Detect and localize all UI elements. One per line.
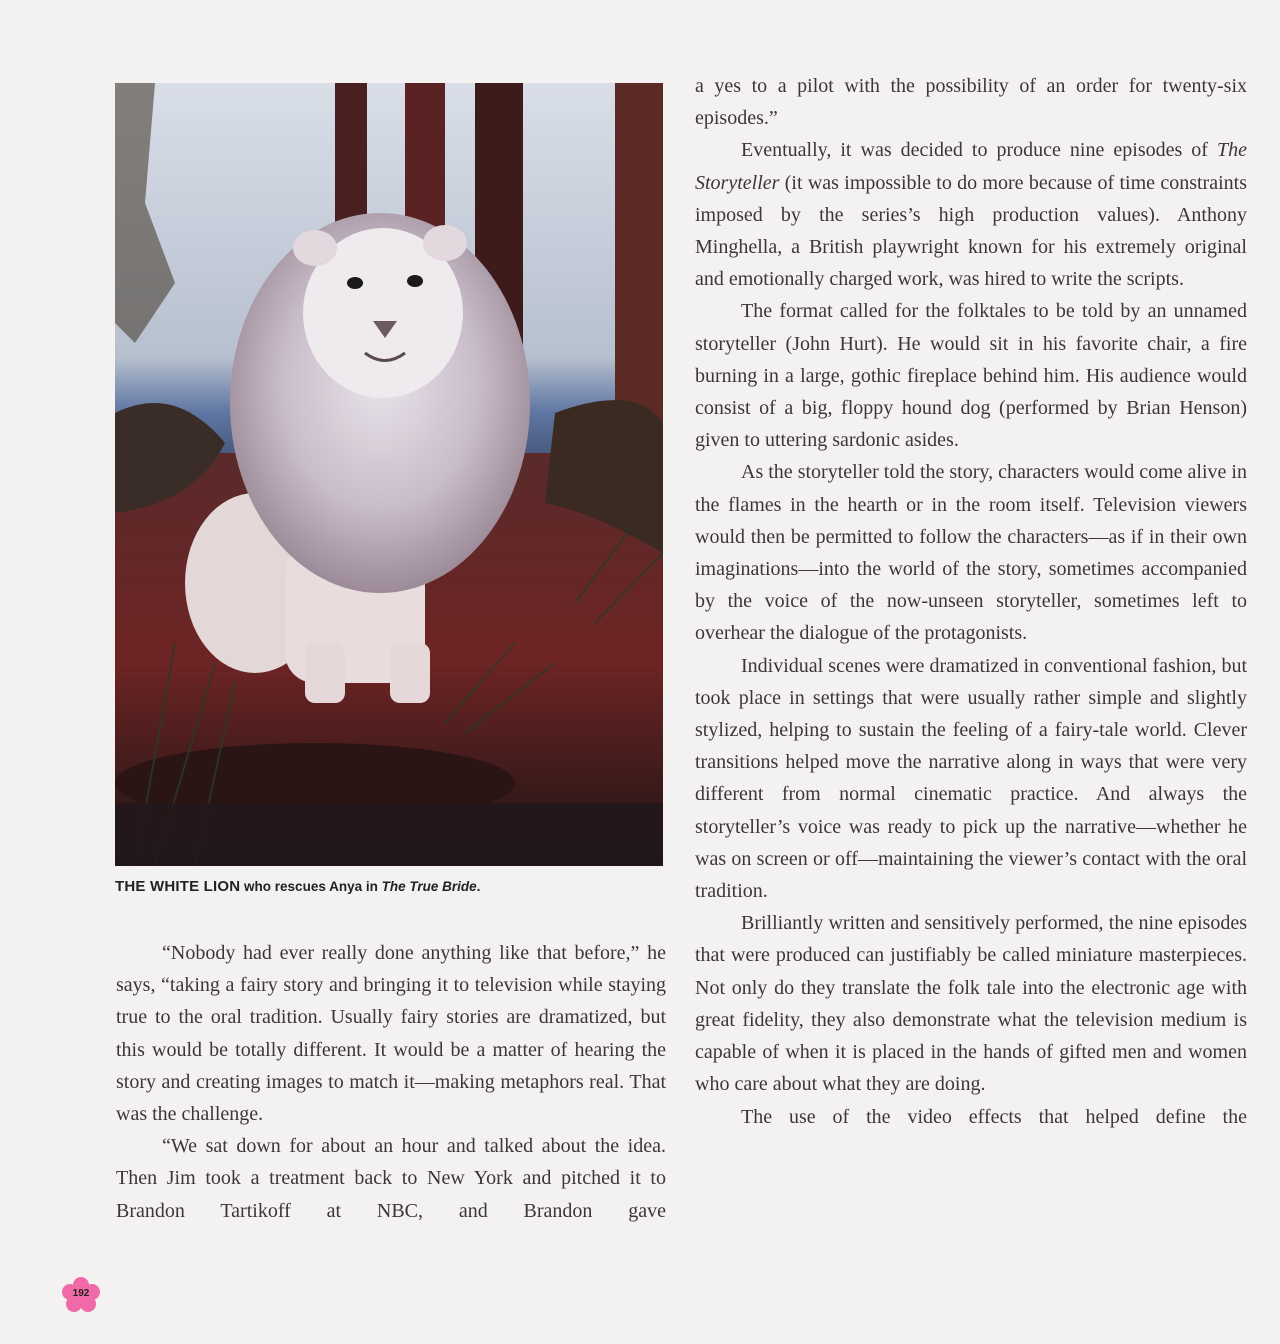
left-paragraph-1: “Nobody had ever really done anything like that before,” he says, “taking a fairy story and bringing it to television while staying true to the oral tradition. Usually fairy stories are dramatized, but this would be totally different. It would be a matter of hearing the story and creating images to match it—making metaphors real. That was the challenge. [116, 942, 666, 1126]
white-lion-photo [115, 83, 663, 866]
left-paragraph-2: “We sat down for about an hour and talked about the idea. Then Jim took a treatment back to New York and pitched it to Brandon Tartikoff at NBC, and Brandon gave [116, 1135, 666, 1222]
white-lion-illustration [115, 83, 663, 866]
page-number-badge [61, 1277, 101, 1313]
photo-caption [115, 878, 675, 895]
right-column [695, 70, 1247, 1133]
caption-text: who rescues Anya in [240, 879, 382, 894]
right-paragraph-2: The format called for the folktales to be told by an unnamed storyteller (John Hurt). He would sit in his favorite chair, a fire burning in a large, gothic fireplace behind him. His audience would consist of a big, floppy hound dog (performed by Brian Henson) given to uttering sardonic asides. [695, 300, 1247, 452]
caption-end: . [476, 879, 481, 894]
page-number: 192 [72, 1288, 90, 1299]
right-paragraph-4: Individual scenes were dramatized in conventional fashion, but took place in settings that were usually rather simple and slightly stylized, helping to sustain the feeling of a fairy-tale world. Clever transitions helped move the narrative along in ways that were very different from normal cinematic practice. And always the storyteller’s voice was ready to pick up the narrative—whether he was on screen or off—maintaining the viewer’s contact with the oral tradition. [695, 654, 1247, 903]
caption-title: The True Bride [381, 879, 477, 894]
right-paragraph-1-a: Eventually, it was decided to produce nine episodes of [741, 139, 1217, 162]
right-paragraph-3: As the storyteller told the story, characters would come alive in the flames in the hearth or in the room itself. Television viewers would then be permitted to follow the characters—as if in their own imaginations—into the world of the story, sometimes accompanied by the voice of the now-unseen storyteller, sometimes left to overhear the dialogue of the protagonists. [695, 461, 1247, 645]
right-paragraph-1-b: (it was impossible to do more because of time constraints imposed by the series’s high production values). Anthony Minghella, a British playwright known for his extremely original and emotionally charged work, was hired to write the scripts. [695, 171, 1247, 291]
right-paragraph-1 [695, 134, 1247, 295]
storyteller-title: The Storyteller [695, 139, 1247, 194]
right-paragraph-6: The use of the video effects that helped define the [741, 1105, 1247, 1128]
left-column [116, 937, 666, 1227]
right-paragraph-5: Brilliantly written and sensitively performed, the nine episodes that were produced can justifiably be called miniature masterpieces. Not only do they translate the folk tale into the electronic age with great fidelity, they also demonstrate what the television medium is capable of when it is placed in the hands of gifted men and women who care about what they are doing. [695, 912, 1247, 1096]
caption-lead: THE WHITE LION [115, 878, 241, 895]
right-paragraph-0: a yes to a pilot with the possibility of an order for twenty-six episodes.” [695, 75, 1247, 130]
